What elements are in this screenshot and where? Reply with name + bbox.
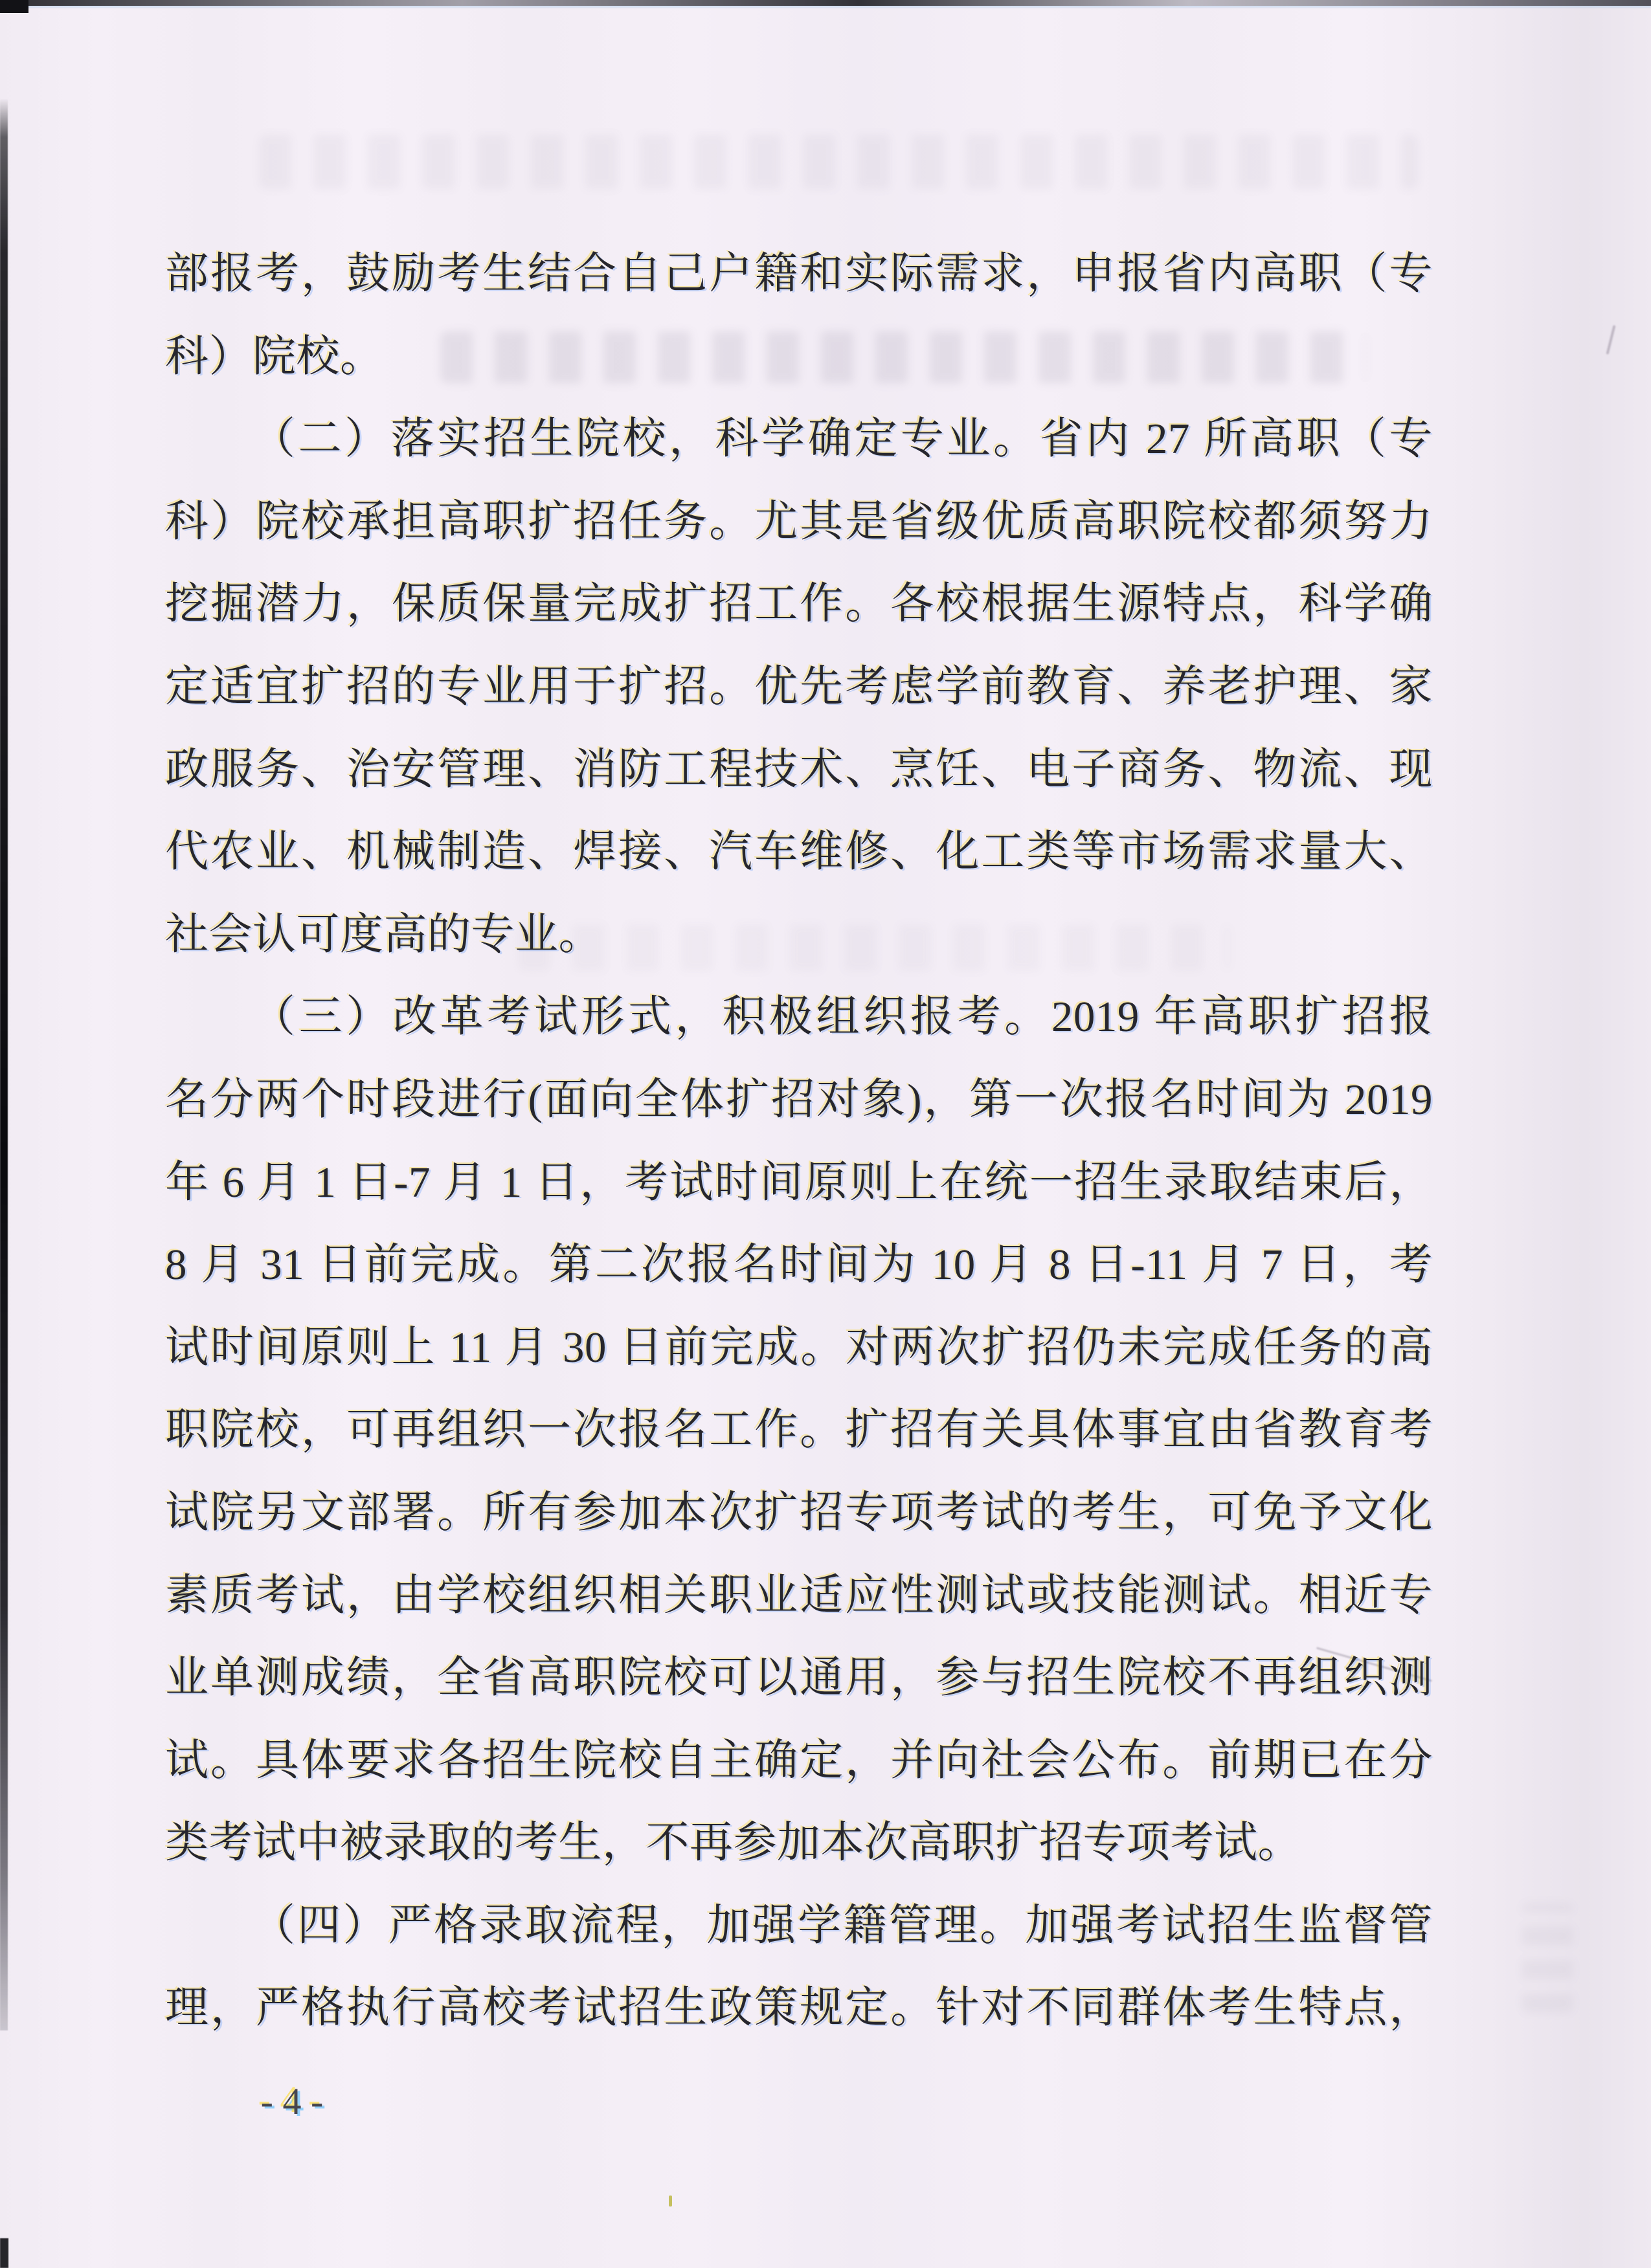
document-line: 代农业、机械制造、焊接、汽车维修、化工类等市场需求量大、 xyxy=(165,828,1433,876)
document-line: 试时间原则上 11 月 30 日前完成。对两次扩招仍未完成任务的高 xyxy=(165,1323,1433,1372)
document-line: 类考试中被录取的考生，不再参加本次高职扩招专项考试。 xyxy=(165,1819,1301,1867)
document-line: 试院另文部署。所有参加本次扩招专项考试的考生，可免予文化 xyxy=(165,1488,1433,1537)
scan-edge-left xyxy=(0,98,8,2030)
scan-corner-artifact xyxy=(0,0,28,13)
document-line: 定适宜扩招的专业用于扩招。优先考虑学前教育、养老护理、家 xyxy=(165,662,1433,711)
document-body xyxy=(165,233,1433,2050)
document-line: 素质考试，由学校组织相关职业适应性测试或技能测试。相近专 xyxy=(165,1571,1433,1619)
document-line: 理，严格执行高校考试招生政策规定。针对不同群体考生特点， xyxy=(165,1984,1433,2032)
document-line: 科）院校。 xyxy=(165,332,384,381)
scan-edge-top xyxy=(0,0,1651,6)
document-line: 试。具体要求各招生院校自主确定，并向社会公布。前期已在分 xyxy=(165,1736,1433,1784)
document-line: 8 月 31 日前完成。第二次报名时间为 10 月 8 日-11 月 7 日，考 xyxy=(165,1241,1433,1289)
bleedthrough-ghost-text xyxy=(1522,1903,1573,2013)
paper-crease xyxy=(1606,325,1615,355)
document-line: 业单测成绩，全省高职院校可以通用，参与招生院校不再组织测 xyxy=(165,1654,1433,1702)
document-line: 挖掘潜力，保质保量完成扩招工作。各校根据生源特点，科学确 xyxy=(165,580,1433,628)
bleedthrough-ghost-text xyxy=(259,135,1418,189)
page-number: - 4 - xyxy=(260,2080,324,2122)
scan-speck xyxy=(669,2196,672,2207)
document-line: （三）改革考试形式，积极组织报考。2019 年高职扩招报 xyxy=(252,993,1433,1041)
document-line: 年 6 月 1 日-7 月 1 日，考试时间原则上在统一招生录取结束后， xyxy=(165,1158,1433,1206)
document-line: 社会认可度高的专业。 xyxy=(165,910,602,959)
document-line: 名分两个时段进行(面向全体扩招对象)，第一次报名时间为 2019 xyxy=(165,1075,1433,1124)
document-line: （二）落实招生院校，科学确定专业。省内 27 所高职（专 xyxy=(252,415,1433,463)
document-line: 职院校，可再组织一次报名工作。扩招有关具体事宜由省教育考 xyxy=(165,1406,1433,1454)
document-line: （四）严格录取流程，加强学籍管理。加强考试招生监督管 xyxy=(252,1901,1433,1950)
document-line: 政服务、治安管理、消防工程技术、烹饪、电子商务、物流、现 xyxy=(165,745,1433,794)
document-line: 科）院校承担高职扩招任务。尤其是省级优质高职院校都须努力 xyxy=(165,497,1433,546)
document-line: 部报考，鼓励考生结合自己户籍和实际需求，申报省内高职（专 xyxy=(165,250,1433,298)
scan-mark-bottom-left xyxy=(0,2238,8,2268)
